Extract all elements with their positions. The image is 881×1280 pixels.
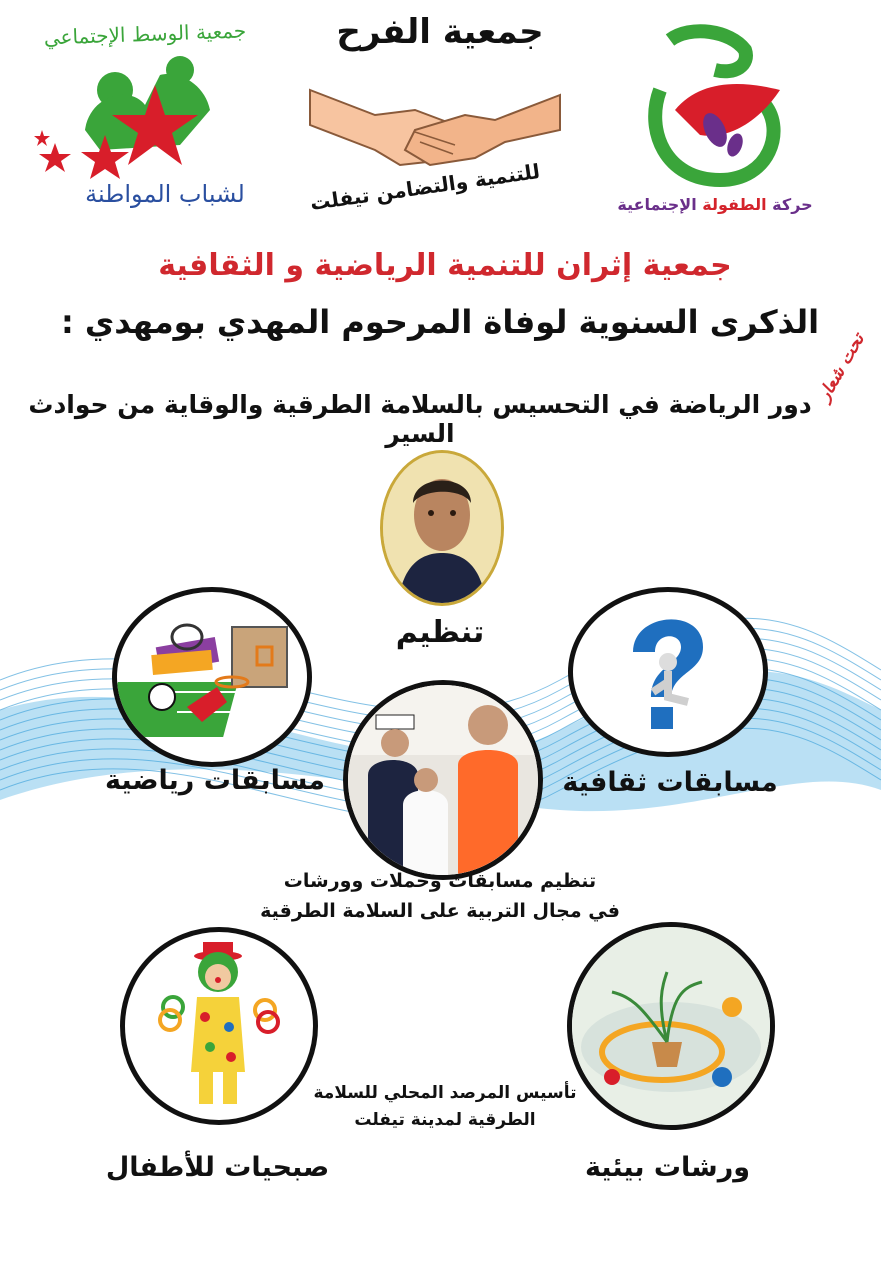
anniversary-heading: الذكرى السنوية لوفاة المرحوم المهدي بومهدي : [60,303,820,341]
kids-label: صبحيات للأطفال [105,1152,330,1183]
association-name: جمعية إثران للتنمية الرياضية و الثقافية [158,248,732,283]
left-logo-arc-text: جمعية الوسط الإجتماعي [43,18,247,50]
right-logo-text [615,195,815,214]
campaign-line-1: تنظيم مسابقات وحملات وورشات [283,870,597,892]
environment-label: ورشات بيئية [584,1152,751,1183]
slogan-tag: تحت شعار [814,330,869,405]
theme-heading: دور الرياضة في التحسيس بالسلامة الطرقية والوقاية من حوادث السير [28,390,812,448]
sports-circle [112,587,312,767]
childhood-movement-logo [640,20,790,195]
campaign-line-2: في مجال التربية على السلامة الطرقية [260,900,620,922]
organize-label: تنظيم [395,615,485,650]
center-logo-title: جمعية الفرح [336,12,544,52]
cultural-circle [568,587,768,757]
observatory-line-2: الطرقية لمدينة تيفلت [354,1110,536,1130]
right-logo-highlight: الطفولة [702,195,767,214]
left-logo-subtitle: لشباب المواطنة [85,180,245,208]
observatory-line-1: تأسيس المرصد المحلي للسلامة [313,1083,577,1103]
cultural-label: مسابقات ثقافية [562,767,778,798]
right-logo-suffix: الإجتماعية [617,195,703,214]
center-logo-subtitle: للتنمية والتضامن تيفلت [308,159,542,215]
sports-label: مسابقات رياضية [105,765,325,796]
memorial-portrait [380,450,504,606]
right-logo-prefix: حركة [766,195,813,214]
road-safety-photo-circle [343,680,543,880]
